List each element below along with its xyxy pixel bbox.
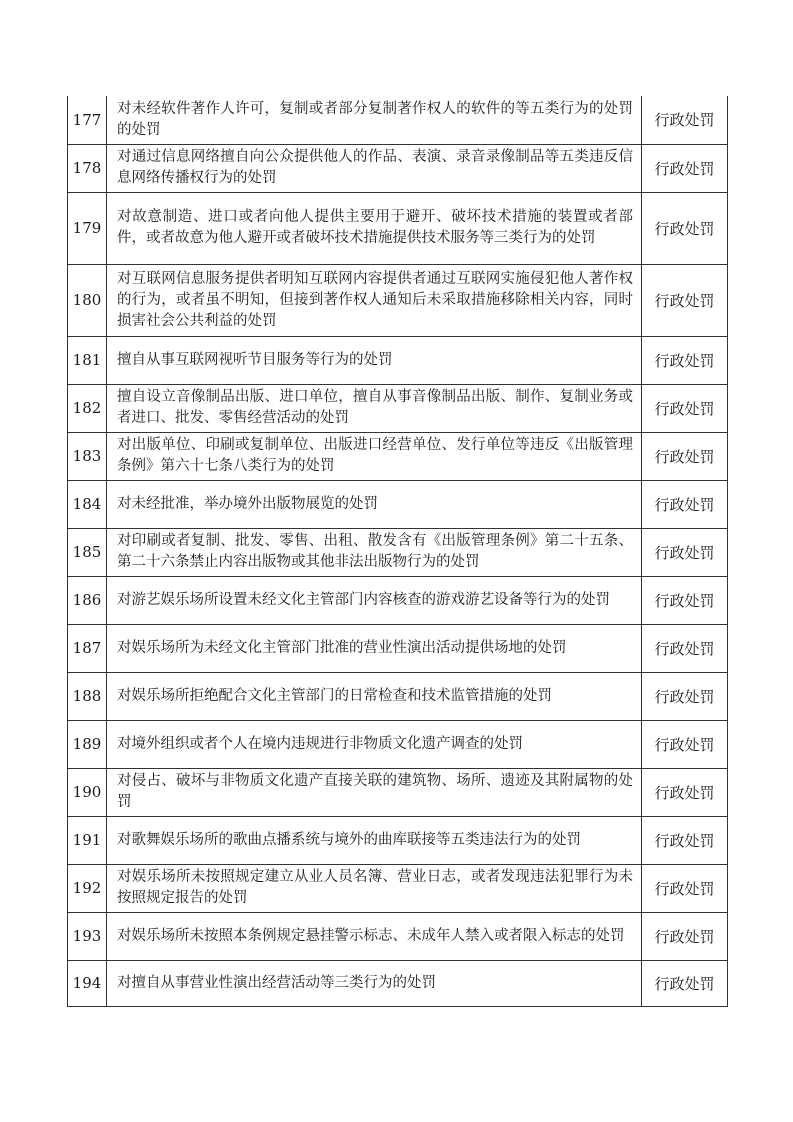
item-category: 行政处罚 (642, 336, 728, 384)
item-number: 194 (68, 960, 107, 1006)
table-row (68, 432, 728, 480)
item-description: 对娱乐场所拒绝配合文化主管部门的日常检查和技术监管措施的处罚 (107, 672, 642, 720)
item-description: 对未经软件著作人许可，复制或者部分复制著作权人的软件的等五类行为的处罚的处罚 (107, 96, 642, 144)
item-category: 行政处罚 (642, 816, 728, 864)
item-category: 行政处罚 (642, 720, 728, 768)
table-row (68, 336, 728, 384)
table-row (68, 768, 728, 816)
table-row (68, 528, 728, 576)
item-category: 行政处罚 (642, 144, 728, 192)
item-category: 行政处罚 (642, 912, 728, 960)
item-number: 180 (68, 264, 107, 336)
item-number: 188 (68, 672, 107, 720)
table-row (68, 960, 728, 1006)
item-category: 行政处罚 (642, 192, 728, 264)
item-category: 行政处罚 (642, 672, 728, 720)
item-category: 行政处罚 (642, 576, 728, 624)
item-category: 行政处罚 (642, 624, 728, 672)
item-description: 对出版单位、印刷或复制单位、出版进口经营单位、发行单位等违反《出版管理条例》第六十七条八类行为的处罚 (107, 432, 642, 480)
item-description: 对娱乐场所未按照规定建立从业人员名簿、营业日志，或者发现违法犯罪行为未按照规定报告的处罚 (107, 864, 642, 912)
item-category: 行政处罚 (642, 432, 728, 480)
item-number: 182 (68, 384, 107, 432)
table-row (68, 192, 728, 264)
item-number: 181 (68, 336, 107, 384)
table-row (68, 672, 728, 720)
table-row (68, 264, 728, 336)
table-row (68, 864, 728, 912)
table-row (68, 576, 728, 624)
item-description: 擅自设立音像制品出版、进口单位，擅自从事音像制品出版、制作、复制业务或者进口、批发、零售经营活动的处罚 (107, 384, 642, 432)
item-description: 对互联网信息服务提供者明知互联网内容提供者通过互联网实施侵犯他人著作权的行为，或者虽不明知，但接到著作权人通知后未采取措施移除相关内容，同时损害社会公共利益的处罚 (107, 264, 642, 336)
item-description: 对擅自从事营业性演出经营活动等三类行为的处罚 (107, 960, 642, 1006)
item-number: 178 (68, 144, 107, 192)
item-description: 对游艺娱乐场所设置未经文化主管部门内容核查的游戏游艺设备等行为的处罚 (107, 576, 642, 624)
item-number: 187 (68, 624, 107, 672)
item-description: 擅自从事互联网视听节目服务等行为的处罚 (107, 336, 642, 384)
penalty-items-table (67, 96, 728, 1007)
item-number: 184 (68, 480, 107, 528)
item-description: 对故意制造、进口或者向他人提供主要用于避开、破坏技术措施的装置或者部件，或者故意为他人避开或者破坏技术措施提供技术服务等三类行为的处罚 (107, 192, 642, 264)
item-category: 行政处罚 (642, 264, 728, 336)
item-category: 行政处罚 (642, 768, 728, 816)
item-number: 191 (68, 816, 107, 864)
item-category: 行政处罚 (642, 960, 728, 1006)
item-number: 192 (68, 864, 107, 912)
item-description: 对娱乐场所未按照本条例规定悬挂警示标志、未成年人禁入或者限入标志的处罚 (107, 912, 642, 960)
item-category: 行政处罚 (642, 528, 728, 576)
table-row (68, 720, 728, 768)
item-category: 行政处罚 (642, 384, 728, 432)
item-number: 190 (68, 768, 107, 816)
item-description: 对通过信息网络擅自向公众提供他人的作品、表演、录音录像制品等五类违反信息网络传播权行为的处罚 (107, 144, 642, 192)
item-number: 177 (68, 96, 107, 144)
item-category: 行政处罚 (642, 864, 728, 912)
item-description: 对境外组织或者个人在境内违规进行非物质文化遗产调查的处罚 (107, 720, 642, 768)
table-row (68, 480, 728, 528)
table-row (68, 624, 728, 672)
table-row (68, 816, 728, 864)
item-category: 行政处罚 (642, 96, 728, 144)
table-row (68, 96, 728, 144)
item-number: 193 (68, 912, 107, 960)
item-description: 对未经批准，举办境外出版物展览的处罚 (107, 480, 642, 528)
item-number: 183 (68, 432, 107, 480)
item-description: 对娱乐场所为未经文化主管部门批准的营业性演出活动提供场地的处罚 (107, 624, 642, 672)
table-row (68, 912, 728, 960)
table-row (68, 384, 728, 432)
item-description: 对侵占、破坏与非物质文化遗产直接关联的建筑物、场所、遗迹及其附属物的处罚 (107, 768, 642, 816)
item-description: 对歌舞娱乐场所的歌曲点播系统与境外的曲库联接等五类违法行为的处罚 (107, 816, 642, 864)
table-row (68, 144, 728, 192)
item-number: 179 (68, 192, 107, 264)
item-category: 行政处罚 (642, 480, 728, 528)
item-number: 186 (68, 576, 107, 624)
item-description: 对印刷或者复制、批发、零售、出租、散发含有《出版管理条例》第二十五条、第二十六条禁止内容出版物或其他非法出版物行为的处罚 (107, 528, 642, 576)
item-number: 189 (68, 720, 107, 768)
item-number: 185 (68, 528, 107, 576)
